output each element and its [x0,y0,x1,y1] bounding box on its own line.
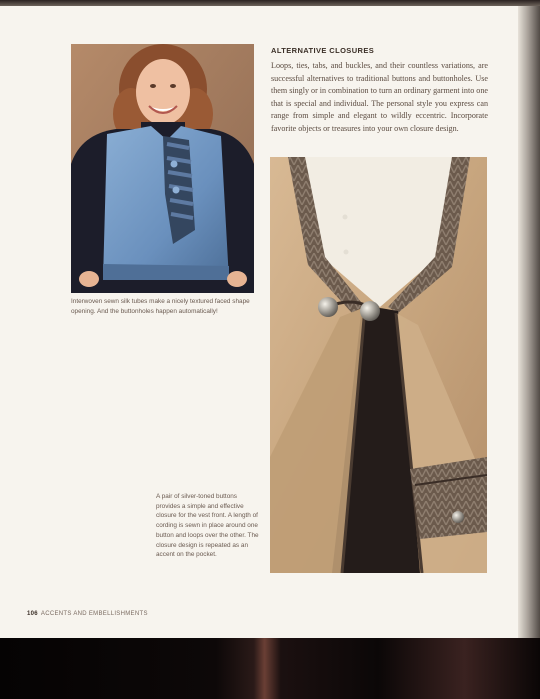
section-body-text: Loops, ties, tabs, and buckles, and their countless variations, are successful alternatives to traditional buttons and buttonholes. Use them singly or in combination to turn an ordinary garment into one that is special and individual. The personal style you express can range from simple and elegant to wildly eccentric. Incorporate favorite objects or treasures into your own closure design. [271,61,488,133]
vest-photo-caption: A pair of silver-toned buttons provides a simple and effective closure for the vest front. A length of cording is sewn in place around one button and loops over the other. The closure design is repeated as an accent on the pocket. [156,493,259,559]
page-gutter-shadow [518,6,540,638]
vest-closure-photo [270,157,487,573]
woman-vest-photo [71,44,254,293]
scan-background-band [0,638,540,699]
page-footer [27,611,148,617]
section-heading: ALTERNATIVE CLOSURES [271,46,375,55]
chapter-title: ACCENTS AND EMBELLISHMENTS [40,611,148,617]
woman-photo-caption: Interwoven sewn silk tubes make a nicely textured faced shape opening. And the buttonholes happen automatically! [71,298,250,315]
page-number: 106 [27,611,38,617]
